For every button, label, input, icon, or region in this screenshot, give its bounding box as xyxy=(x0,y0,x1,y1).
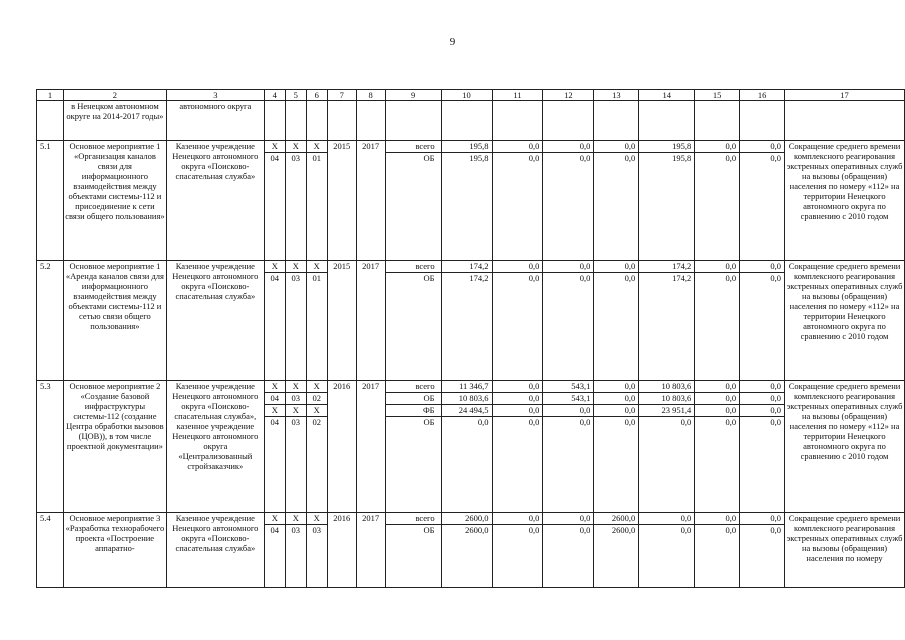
amount-cell: 0,0 xyxy=(492,417,543,513)
empty-cell xyxy=(37,101,64,141)
code-cell: 03 xyxy=(285,525,306,588)
column-header: 6 xyxy=(306,90,327,101)
code-cell: X xyxy=(285,261,306,273)
amount-cell: 195,8 xyxy=(441,141,492,153)
amount-cell: 195,8 xyxy=(639,153,695,261)
row-number-cell: 5.3 xyxy=(37,381,64,513)
table-row xyxy=(37,141,905,153)
code-cell: 03 xyxy=(306,525,327,588)
funding-source-cell: всего xyxy=(385,381,441,393)
amount-cell: 0,0 xyxy=(543,525,594,588)
amount-cell: 0,0 xyxy=(594,393,639,405)
amount-cell: 0,0 xyxy=(492,393,543,405)
amount-cell: 0,0 xyxy=(740,381,785,393)
table-row xyxy=(37,381,905,393)
end-year-cell: 2017 xyxy=(356,513,385,588)
amount-cell: 543,1 xyxy=(543,393,594,405)
amount-cell: 0,0 xyxy=(594,261,639,273)
amount-cell: 0,0 xyxy=(492,261,543,273)
column-header: 8 xyxy=(356,90,385,101)
expected-result-cell: Сокращение среднего времени комплексного реагирования экстренных оперативных служб на вызовы (обращения) населения по номеру «112» на территории Ненецкого автономного округа по сравнению с 2010 годом xyxy=(785,141,905,261)
activity-name-cell: Основное мероприятие 1 «Аренда каналов связи для информационного взаимодействия между объектами системы-112 и сетью связи общего пользования» xyxy=(63,261,166,381)
funding-source-cell: ФБ xyxy=(385,405,441,417)
empty-cell xyxy=(356,101,385,141)
amount-cell: 0,0 xyxy=(740,261,785,273)
funding-source-cell: ОБ xyxy=(385,525,441,588)
program-activities-table xyxy=(36,89,905,588)
amount-cell: 0,0 xyxy=(594,381,639,393)
amount-cell: 174,2 xyxy=(441,273,492,381)
continuation-row xyxy=(37,101,905,141)
end-year-cell: 2017 xyxy=(356,381,385,513)
code-cell: 02 xyxy=(306,417,327,513)
code-cell: 04 xyxy=(264,273,285,381)
amount-cell: 174,2 xyxy=(639,273,695,381)
amount-cell: 2600,0 xyxy=(441,525,492,588)
funding-source-cell: всего xyxy=(385,141,441,153)
code-cell: 02 xyxy=(306,393,327,405)
end-year-cell: 2017 xyxy=(356,141,385,261)
row-number-cell: 5.1 xyxy=(37,141,64,261)
funding-source-cell: ОБ xyxy=(385,417,441,513)
amount-cell: 0,0 xyxy=(543,153,594,261)
code-cell: X xyxy=(306,513,327,525)
column-header: 15 xyxy=(695,90,740,101)
amount-cell: 23 951,4 xyxy=(639,405,695,417)
column-header: 13 xyxy=(594,90,639,101)
amount-cell: 0,0 xyxy=(695,405,740,417)
expected-result-cell: Сокращение среднего времени комплексного реагирования экстренных оперативных служб на вызовы (обращения) населения по номеру «112» на территории Ненецкого автономного округа по сравнению с 2010 годом xyxy=(785,381,905,513)
empty-cell xyxy=(785,101,905,141)
amount-cell: 0,0 xyxy=(740,153,785,261)
code-cell: 01 xyxy=(306,153,327,261)
amount-cell: 0,0 xyxy=(740,417,785,513)
row-number-cell: 5.2 xyxy=(37,261,64,381)
column-header: 7 xyxy=(327,90,356,101)
amount-cell: 0,0 xyxy=(543,141,594,153)
code-cell: X xyxy=(264,261,285,273)
amount-cell: 0,0 xyxy=(695,513,740,525)
column-header: 10 xyxy=(441,90,492,101)
amount-cell: 0,0 xyxy=(695,381,740,393)
amount-cell: 0,0 xyxy=(492,525,543,588)
code-cell: 04 xyxy=(264,525,285,588)
page-number: 9 xyxy=(449,36,456,48)
column-header: 14 xyxy=(639,90,695,101)
code-cell: X xyxy=(285,513,306,525)
activity-name-cell: в Ненецком автономном округе на 2014-2017 годы» xyxy=(63,101,166,141)
code-cell: 03 xyxy=(285,417,306,513)
amount-cell: 0,0 xyxy=(594,405,639,417)
amount-cell: 543,1 xyxy=(543,381,594,393)
column-header: 2 xyxy=(63,90,166,101)
amount-cell: 10 803,6 xyxy=(639,381,695,393)
amount-cell: 2600,0 xyxy=(441,513,492,525)
amount-cell: 0,0 xyxy=(594,273,639,381)
code-cell: X xyxy=(285,381,306,393)
amount-cell: 0,0 xyxy=(543,513,594,525)
activity-name-cell: Основное мероприятие 1 «Организация каналов связи для информационного взаимодействия между объектами системы-112 и присоединение к сети связи общего пользования» xyxy=(63,141,166,261)
table-row xyxy=(37,261,905,273)
empty-cell xyxy=(441,101,492,141)
start-year-cell: 2016 xyxy=(327,513,356,588)
column-header: 5 xyxy=(285,90,306,101)
amount-cell: 0,0 xyxy=(441,417,492,513)
amount-cell: 10 803,6 xyxy=(441,393,492,405)
column-header: 16 xyxy=(740,90,785,101)
column-header: 17 xyxy=(785,90,905,101)
expected-result-cell: Сокращение среднего времени комплексного реагирования экстренных оперативных служб на вызовы (обращения) населения по номеру «112» на территории Ненецкого автономного округа по сравнению с 2010 годом xyxy=(785,261,905,381)
amount-cell: 0,0 xyxy=(492,153,543,261)
empty-cell xyxy=(327,101,356,141)
row-number-cell: 5.4 xyxy=(37,513,64,588)
amount-cell: 0,0 xyxy=(492,513,543,525)
amount-cell: 0,0 xyxy=(740,513,785,525)
funding-source-cell: ОБ xyxy=(385,273,441,381)
start-year-cell: 2016 xyxy=(327,381,356,513)
amount-cell: 24 494,5 xyxy=(441,405,492,417)
amount-cell: 0,0 xyxy=(695,273,740,381)
executor-cell: автономного округа xyxy=(166,101,264,141)
amount-cell: 0,0 xyxy=(695,525,740,588)
empty-cell xyxy=(264,101,285,141)
amount-cell: 174,2 xyxy=(639,261,695,273)
activity-name-cell: Основное мероприятие 3 «Разработка технорабочего проекта «Построение аппаратно- xyxy=(63,513,166,588)
start-year-cell: 2015 xyxy=(327,261,356,381)
amount-cell: 0,0 xyxy=(740,405,785,417)
code-cell: X xyxy=(306,381,327,393)
executor-cell: Казенное учреждение Ненецкого автономного округа «Поисково-спасательная служба» xyxy=(166,261,264,381)
column-header: 3 xyxy=(166,90,264,101)
amount-cell: 0,0 xyxy=(594,141,639,153)
end-year-cell: 2017 xyxy=(356,261,385,381)
empty-cell xyxy=(594,101,639,141)
code-cell: X xyxy=(264,513,285,525)
amount-cell: 0,0 xyxy=(740,141,785,153)
code-cell: X xyxy=(306,405,327,417)
start-year-cell: 2015 xyxy=(327,141,356,261)
executor-cell: Казенное учреждение Ненецкого автономного округа «Поисково-спасательная служба» xyxy=(166,513,264,588)
expected-result-cell: Сокращение среднего времени комплексного реагирования экстренных оперативных служб на вызовы (обращения) населения по номеру xyxy=(785,513,905,588)
code-cell: X xyxy=(306,261,327,273)
amount-cell: 0,0 xyxy=(639,513,695,525)
code-cell: 03 xyxy=(285,393,306,405)
code-cell: X xyxy=(264,381,285,393)
funding-source-cell: всего xyxy=(385,261,441,273)
empty-cell xyxy=(285,101,306,141)
empty-cell xyxy=(740,101,785,141)
empty-cell xyxy=(385,101,441,141)
header-row xyxy=(37,90,905,101)
amount-cell: 0,0 xyxy=(492,381,543,393)
amount-cell: 0,0 xyxy=(543,405,594,417)
amount-cell: 0,0 xyxy=(695,261,740,273)
code-cell: 04 xyxy=(264,417,285,513)
amount-cell: 195,8 xyxy=(441,153,492,261)
amount-cell: 0,0 xyxy=(594,153,639,261)
funding-source-cell: ОБ xyxy=(385,393,441,405)
funding-source-cell: ОБ xyxy=(385,153,441,261)
table-row xyxy=(37,513,905,525)
code-cell: 01 xyxy=(306,273,327,381)
code-cell: 03 xyxy=(285,153,306,261)
amount-cell: 0,0 xyxy=(695,153,740,261)
amount-cell: 0,0 xyxy=(594,417,639,513)
amount-cell: 11 346,7 xyxy=(441,381,492,393)
empty-cell xyxy=(695,101,740,141)
amount-cell: 0,0 xyxy=(740,525,785,588)
amount-cell: 2600,0 xyxy=(594,525,639,588)
executor-cell: Казенное учреждение Ненецкого автономного округа «Поисково-спасательная служба» xyxy=(166,141,264,261)
empty-cell xyxy=(639,101,695,141)
executor-cell: Казенное учреждение Ненецкого автономного округа «Поисково-спасательная служба», казенное учреждение Ненецкого автономного округа «Централизованный стройзаказчик» xyxy=(166,381,264,513)
column-header: 4 xyxy=(264,90,285,101)
amount-cell: 0,0 xyxy=(695,393,740,405)
empty-cell xyxy=(543,101,594,141)
empty-cell xyxy=(306,101,327,141)
code-cell: X xyxy=(306,141,327,153)
code-cell: X xyxy=(264,141,285,153)
amount-cell: 0,0 xyxy=(492,273,543,381)
amount-cell: 2600,0 xyxy=(594,513,639,525)
amount-cell: 10 803,6 xyxy=(639,393,695,405)
amount-cell: 0,0 xyxy=(695,417,740,513)
amount-cell: 0,0 xyxy=(543,261,594,273)
amount-cell: 174,2 xyxy=(441,261,492,273)
amount-cell: 0,0 xyxy=(639,417,695,513)
code-cell: 03 xyxy=(285,273,306,381)
code-cell: X xyxy=(285,141,306,153)
amount-cell: 0,0 xyxy=(695,141,740,153)
column-header: 11 xyxy=(492,90,543,101)
amount-cell: 0,0 xyxy=(740,393,785,405)
column-header: 12 xyxy=(543,90,594,101)
code-cell: 04 xyxy=(264,153,285,261)
amount-cell: 0,0 xyxy=(492,141,543,153)
funding-source-cell: всего xyxy=(385,513,441,525)
column-header: 1 xyxy=(37,90,64,101)
column-header: 9 xyxy=(385,90,441,101)
amount-cell: 0,0 xyxy=(543,273,594,381)
amount-cell: 0,0 xyxy=(639,525,695,588)
code-cell: X xyxy=(285,405,306,417)
code-cell: 04 xyxy=(264,393,285,405)
amount-cell: 0,0 xyxy=(740,273,785,381)
code-cell: X xyxy=(264,405,285,417)
amount-cell: 195,8 xyxy=(639,141,695,153)
activity-name-cell: Основное мероприятие 2 «Создание базовой инфраструктуры системы-112 (создание Центра обработки вызовов (ЦОВ)), в том числе проектной документации» xyxy=(63,381,166,513)
empty-cell xyxy=(492,101,543,141)
amount-cell: 0,0 xyxy=(543,417,594,513)
amount-cell: 0,0 xyxy=(492,405,543,417)
